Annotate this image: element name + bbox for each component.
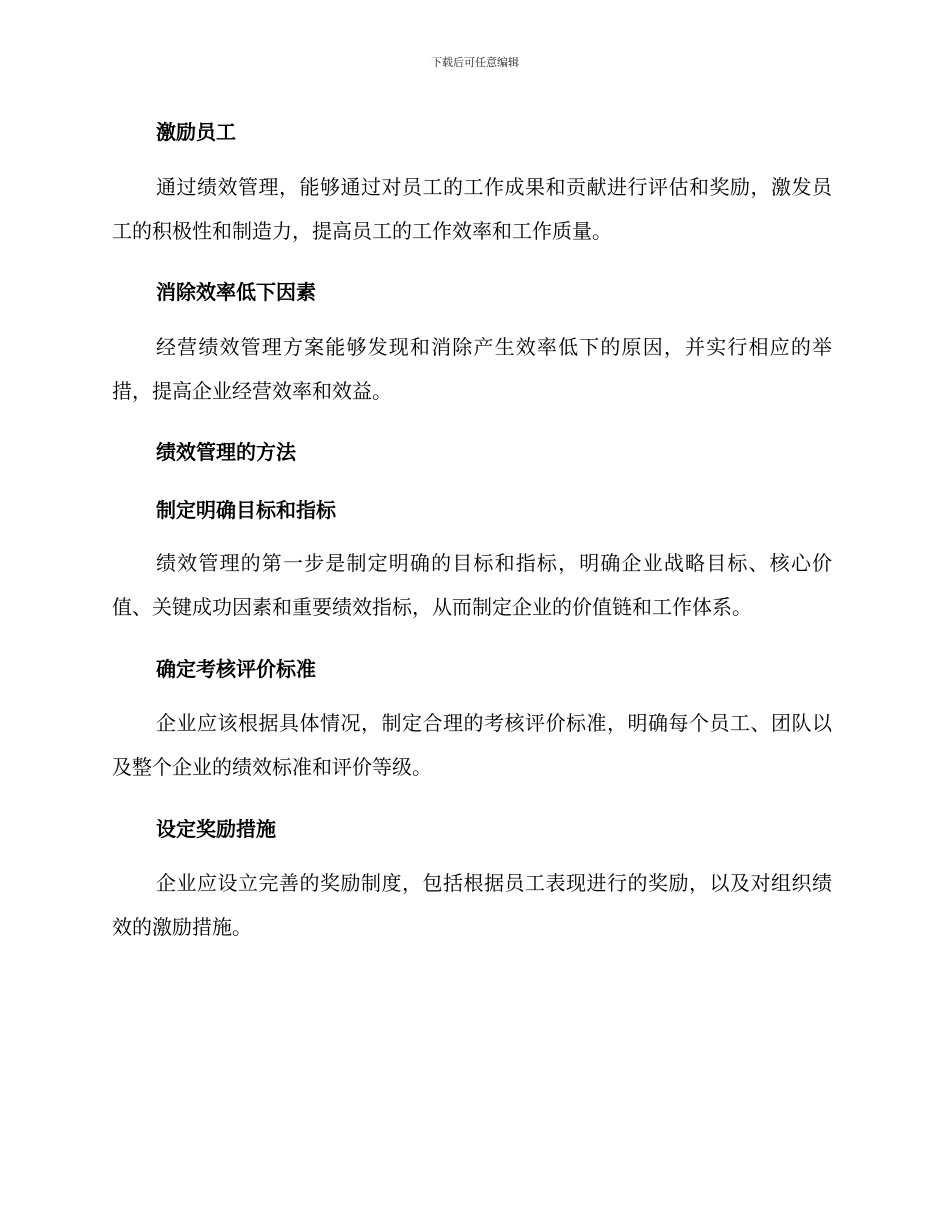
section-heading: 绩效管理的方法	[156, 440, 296, 464]
section-heading: 激励员工	[156, 120, 236, 144]
section-heading: 确定考核评价标准	[156, 657, 316, 681]
section-paragraph: 通过绩效管理，能够通过对员工的工作成果和贡献进行评估和奖励，激发员工的积极性和制造力，提高员工的工作效率和工作质量。	[112, 175, 832, 243]
section-heading: 制定明确目标和指标	[156, 498, 336, 522]
page-header: 下载后可任意编辑	[431, 56, 519, 69]
section-paragraph: 企业应该根据具体情况，制定合理的考核评价标准，明确每个员工、团队以及整个企业的绩效标准和评价等级。	[112, 711, 832, 779]
section-heading: 消除效率低下因素	[156, 280, 316, 304]
section-paragraph: 绩效管理的第一步是制定明确的目标和指标，明确企业战略目标、核心价值、关键成功因素和重要绩效指标，从而制定企业的价值链和工作体系。	[112, 551, 832, 619]
section-paragraph: 企业应设立完善的奖励制度，包括根据员工表现进行的奖励，以及对组织绩效的激励措施。	[112, 871, 832, 939]
section-paragraph: 经营绩效管理方案能够发现和消除产生效率低下的原因，并实行相应的举措，提高企业经营效率和效益。	[112, 335, 832, 403]
section-heading: 设定奖励措施	[156, 817, 276, 841]
